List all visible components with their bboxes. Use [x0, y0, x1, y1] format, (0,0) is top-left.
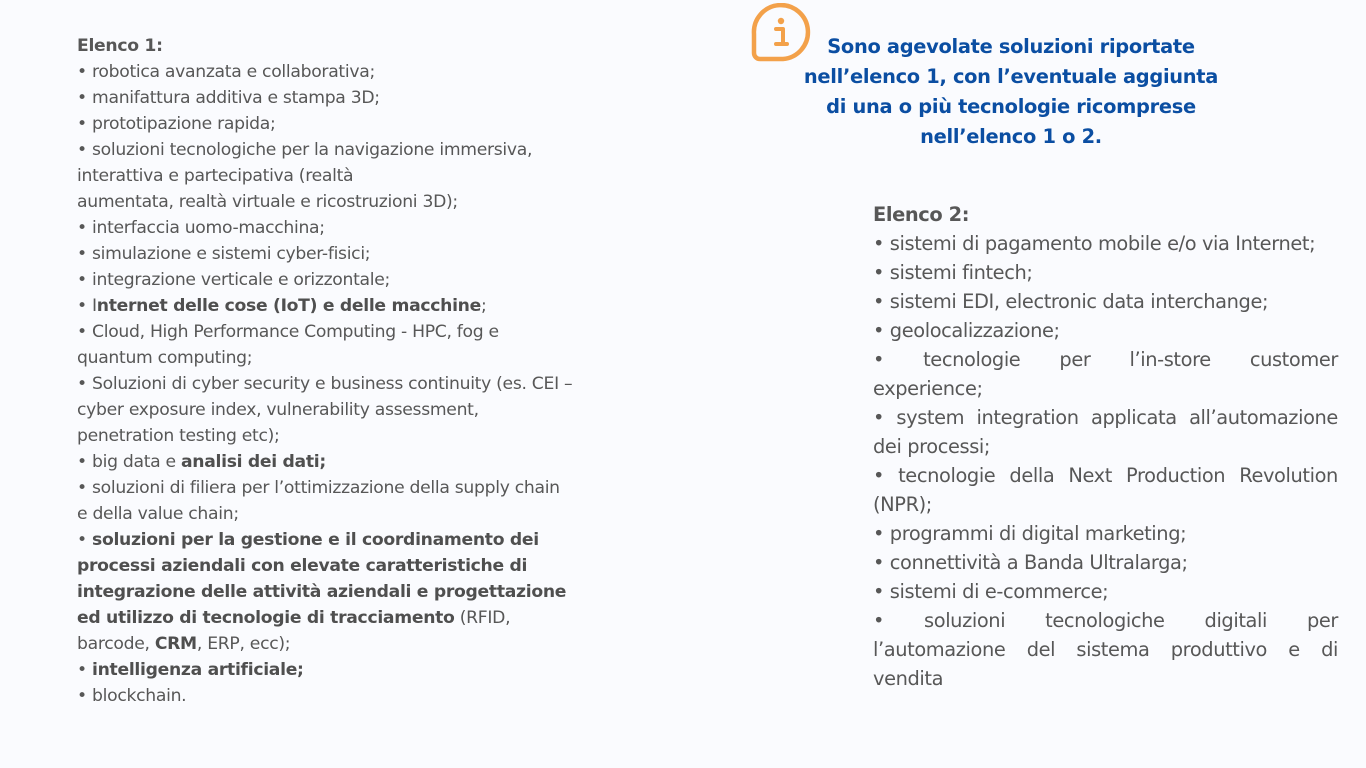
list-item: [873, 606, 1338, 635]
word: Next: [1068, 464, 1112, 487]
word: sistema: [1076, 638, 1150, 661]
list-item: • interfaccia uomo-macchina;: [77, 218, 325, 238]
list-item-continuation: processi aziendali con elevate caratteristiche di: [77, 556, 528, 576]
list-item: • prototipazione rapida;: [77, 114, 276, 134]
list-item: • sistemi di pagamento mobile e/o via Internet;: [873, 232, 1316, 255]
bullet: •: [77, 244, 93, 264]
word: e: [1288, 638, 1300, 661]
word: l’automazione: [873, 638, 1006, 661]
word: l’in-store: [1129, 348, 1211, 371]
word: •: [873, 464, 885, 487]
list-item: • sistemi EDI, electronic data interchange;: [873, 290, 1269, 313]
bullet: •: [77, 140, 93, 160]
list-item: [873, 461, 1338, 490]
word: per: [1059, 348, 1091, 371]
list-item-continuation: cyber exposure index, vulnerability assessment,: [77, 400, 479, 420]
list-item-continuation: penetration testing etc);: [77, 426, 280, 446]
list-item: • programmi di digital marketing;: [873, 522, 1187, 545]
word: system: [896, 406, 965, 429]
list-item: • Soluzioni di cyber security e business continuity (es. CEI –: [77, 374, 573, 394]
callout-text: [795, 32, 1227, 152]
bullet: •: [77, 686, 93, 706]
bullet: •: [77, 322, 93, 342]
list-item-continuation: integrazione delle attività aziendali e progettazione: [77, 582, 567, 602]
bullet: •: [77, 452, 93, 472]
list-item-continuation: e della value chain;: [77, 504, 239, 524]
list-item-continuation: aumentata, realtà virtuale e ricostruzioni 3D);: [77, 192, 458, 212]
bullet: •: [77, 530, 93, 550]
bullet: •: [77, 270, 93, 290]
list-item: • Cloud, High Performance Computing - HPC, fog e: [77, 322, 499, 342]
list2-title: Elenco 2:: [873, 203, 970, 226]
list-elenco-2: [873, 200, 1338, 693]
word: soluzioni: [924, 609, 1006, 632]
word: di: [1321, 638, 1338, 661]
list-item-continuation: ed utilizzo di tecnologie di tracciamento (RFID,: [77, 608, 511, 628]
callout-line: di una o più tecnologie ricomprese: [826, 95, 1196, 118]
bullet: •: [77, 660, 93, 680]
list-item: • simulazione e sistemi cyber-fisici;: [77, 244, 371, 264]
word: tecnologie: [898, 464, 996, 487]
list-item: • soluzioni per la gestione e il coordinamento dei: [77, 530, 539, 550]
bullet: •: [77, 218, 93, 238]
list-item: • robotica avanzata e collaborativa;: [77, 62, 375, 82]
bullet: •: [77, 374, 93, 394]
list-item: • manifattura additiva e stampa 3D;: [77, 88, 380, 108]
list-item: • sistemi fintech;: [873, 261, 1033, 284]
word: Revolution: [1239, 464, 1338, 487]
list-item: • sistemi di e-commerce;: [873, 580, 1109, 603]
list-item: • Internet delle cose (IoT) e delle macchine;: [77, 296, 487, 316]
list-item: • big data e analisi dei dati;: [77, 452, 326, 472]
word: •: [873, 406, 885, 429]
word: •: [873, 609, 885, 632]
word: della: [1009, 464, 1055, 487]
word: del: [1026, 638, 1056, 661]
list-item: [873, 403, 1338, 432]
list-item-continuation: dei processi;: [873, 435, 991, 458]
callout-line: nell’elenco 1 o 2.: [920, 125, 1102, 148]
list-item: • soluzioni di filiera per l’ottimizzazione della supply chain: [77, 478, 560, 498]
word: integration: [976, 406, 1079, 429]
callout-line: nell’elenco 1, con l’eventuale aggiunta: [803, 65, 1219, 88]
list1-title: Elenco 1:: [77, 36, 163, 56]
list-item: • intelligenza artificiale;: [77, 660, 304, 680]
word: Production: [1126, 464, 1226, 487]
word: produttivo: [1170, 638, 1268, 661]
word: •: [873, 348, 885, 371]
word: tecnologie: [923, 348, 1021, 371]
list-item: • connettività a Banda Ultralarga;: [873, 551, 1188, 574]
callout-line: Sono agevolate soluzioni riportate: [827, 35, 1195, 58]
list-item-continuation: interattiva e partecipativa (realtà: [77, 166, 354, 186]
list-item-continuation: experience;: [873, 377, 983, 400]
word: tecnologiche: [1045, 609, 1165, 632]
word: digitali: [1204, 609, 1267, 632]
list-item-continuation: (NPR);: [873, 493, 932, 516]
list-elenco-1: [77, 33, 607, 709]
list-item: [873, 345, 1338, 374]
word: applicata: [1091, 406, 1177, 429]
bullet: •: [77, 88, 93, 108]
list-item: • integrazione verticale e orizzontale;: [77, 270, 391, 290]
list-item: • soluzioni tecnologiche per la navigazione immersiva,: [77, 140, 533, 160]
list-item-continuation: barcode, CRM, ERP, ecc);: [77, 634, 291, 654]
word: per: [1306, 609, 1338, 632]
bullet: •: [77, 62, 93, 82]
list-item-continuation: quantum computing;: [77, 348, 253, 368]
bullet: •: [77, 114, 93, 134]
list-item: • blockchain.: [77, 686, 187, 706]
list-item-continuation: [873, 635, 1338, 664]
bullet: •: [77, 478, 93, 498]
word: all’automazione: [1189, 406, 1338, 429]
list-item: • geolocalizzazione;: [873, 319, 1060, 342]
list-item-continuation: vendita: [873, 667, 944, 690]
word: customer: [1249, 348, 1338, 371]
bullet: •: [77, 296, 93, 316]
